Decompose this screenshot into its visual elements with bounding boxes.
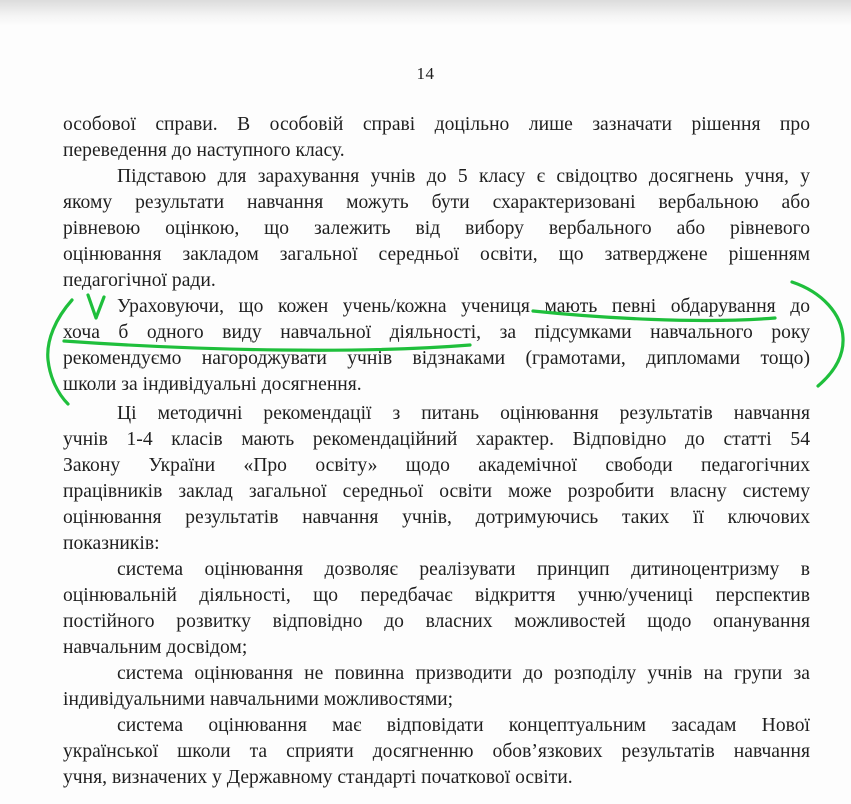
- list-item-line: української школи та сприяти досягненню обов’язкових результатів навчання: [63, 741, 810, 762]
- list-item-line: учня, визначених у Державному стандарті початкової освіти.: [63, 767, 573, 788]
- text-line: Закону України «Про освіту» щодо академічної свободи педагогічних: [63, 455, 810, 476]
- checkmark-annotation: [88, 295, 104, 318]
- list-item-line: система оцінювання має відповідати концептуальним засадам Нової: [117, 715, 810, 736]
- list-item-line: навчальним досвідом;: [63, 637, 248, 658]
- text-line: оцінювання результатів навчання учнів, дотримуючись таких її ключових: [63, 507, 810, 528]
- list-item-line: індивідуальними навчальними можливостями;: [63, 689, 454, 710]
- text-line: особової справи. В особовій справі доцільно лише зазначати рішення про: [63, 114, 810, 135]
- list-item-line: оцінювальній діяльності, що передбачає відкриття учню/учениці перспектив: [63, 585, 810, 606]
- text-line: працівників заклад загальної середньої освіти може розробити власну систему: [63, 481, 810, 502]
- page-number: 14: [416, 64, 435, 83]
- text-line: педагогічної ради.: [63, 270, 216, 291]
- text-line: учнів 1-4 класів мають рекомендаційний характер. Відповідно до статті 54: [63, 429, 810, 450]
- highlighted-text-line: хоча б одного виду навчальної діяльності, за підсумками навчального року: [63, 322, 810, 343]
- text-line: Ці методичні рекомендації з питань оцінювання результатів навчання: [117, 403, 810, 424]
- highlighted-text-line: рекомендуємо нагороджувати учнів відзнаками (грамотами, дипломами тощо): [63, 348, 810, 369]
- text-line: переведення до наступного класу.: [63, 140, 345, 161]
- page-top-edge: [0, 0, 851, 26]
- text-line: рівневою оцінкою, що залежить від вибору вербального або рівневого: [63, 218, 810, 239]
- text-line: оцінювання закладом загальної середньої освіти, що затверджене рішенням: [63, 244, 810, 265]
- highlighted-text-line: школи за індивідуальні досягнення.: [63, 374, 362, 395]
- text-line: Підставою для зарахування учнів до 5 класу є свідоцтво досягнень учня, у: [117, 166, 810, 187]
- list-item-line: система оцінювання не повинна призводити до розподілу учнів на групи за: [117, 663, 810, 684]
- highlighted-text-line: Ураховуючи, що кожен учень/кожна учениця мають певні обдарування до: [117, 296, 810, 317]
- text-line: якому результати навчання можуть бути схарактеризовані вербальною або: [63, 192, 810, 213]
- text-line: показників:: [63, 533, 160, 554]
- list-item-line: постійного розвитку відповідно до власних можливостей щодо опанування: [63, 611, 810, 632]
- list-item-line: система оцінювання дозволяє реалізувати принцип дитиноцентризму в: [117, 559, 810, 580]
